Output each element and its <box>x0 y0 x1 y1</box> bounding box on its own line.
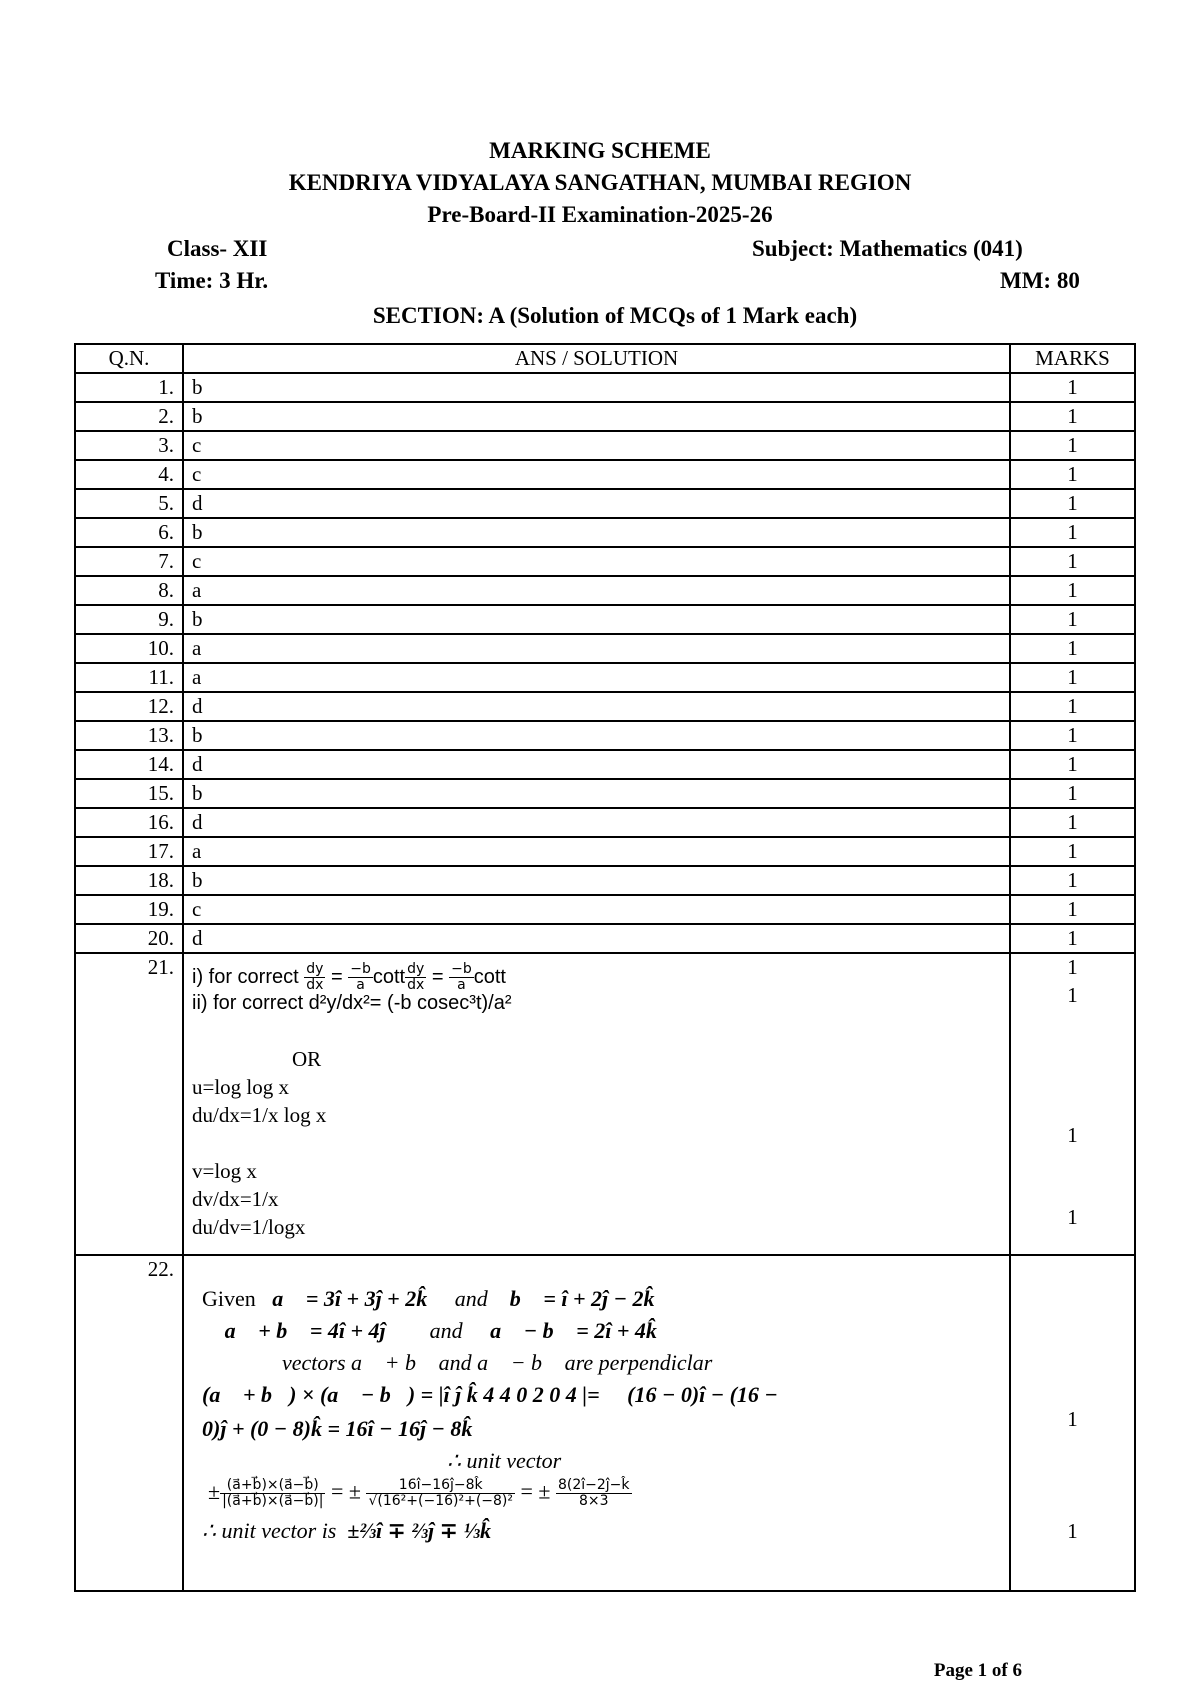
marks-cell: 1 <box>1010 373 1135 402</box>
q21-dudv: du/dv=1/logx <box>192 1215 306 1239</box>
question-number: 11. <box>75 663 183 692</box>
answer-cell: a <box>183 576 1010 605</box>
marks-cell: 1 <box>1010 837 1135 866</box>
table-row <box>75 808 1135 837</box>
question-number: 16. <box>75 808 183 837</box>
answer-cell: d <box>183 808 1010 837</box>
marks-cell: 1 <box>1010 663 1135 692</box>
q22-line6: ∴ unit vector <box>447 1448 562 1473</box>
max-marks-label: MM: 80 <box>1000 268 1080 293</box>
answer-cell: d <box>183 489 1010 518</box>
q22-line7: ± $\frac{(a⃗+b⃗)\times(a⃗-b⃗)}{|(a⃗+b⃗)\times(a⃗-b⃗)|}$ = ± $\frac{16î-16ĵ-8k̂}{\text{√(16²+(−16)²+(−8)²}}$ = ± $\frac{8(2î-2ĵ-k̂}{8\times 3}$ <box>208 1477 630 1509</box>
q22-line8: ∴ unit vector is ±⅔î ∓ ⅔ĵ ∓ ⅓k̂ <box>202 1518 492 1543</box>
header-solution: ANS / SOLUTION <box>183 344 1010 373</box>
table-row <box>75 576 1135 605</box>
q22-solution <box>183 1255 1010 1591</box>
unit-vector-fraction-3: $\frac{8(2î-2ĵ-k̂}{8\times 3}$ <box>557 1477 630 1509</box>
answer-cell: d <box>183 692 1010 721</box>
q21-mark-4: 1 <box>1067 1205 1078 1229</box>
answer-cell: c <box>183 547 1010 576</box>
question-number: 4. <box>75 460 183 489</box>
table-row <box>75 663 1135 692</box>
marks-cell: 1 <box>1010 634 1135 663</box>
answer-cell: d <box>183 750 1010 779</box>
answer-cell: a <box>183 634 1010 663</box>
q22-line2: ∴ a⃗ + b⃗ = 4î + 4ĵ and a⃗ − b⃗ = 2î + 4k̂ <box>202 1318 657 1343</box>
table-row <box>75 924 1135 953</box>
table-row <box>75 605 1135 634</box>
marks-cell: 1 <box>1010 547 1135 576</box>
unit-vector-fraction-2: $\frac{16î-16ĵ-8k̂}{\text{√(16²+(−16)²+(−8)²}}$ <box>368 1477 513 1509</box>
question-number: 8. <box>75 576 183 605</box>
q22-number: 22. <box>75 1255 183 1591</box>
document-title: MARKING SCHEME <box>489 138 711 163</box>
table-row <box>75 431 1135 460</box>
minus-b-over-a-fraction: $\frac{-b}{a}$ <box>350 961 371 993</box>
marks-cell: 1 <box>1010 489 1135 518</box>
answer-cell: b <box>183 518 1010 547</box>
marks-cell: 1 <box>1010 779 1135 808</box>
question-number: 2. <box>75 402 183 431</box>
unit-vector-fraction-1: $\frac{(a⃗+b⃗)\times(a⃗-b⃗)}{|(a⃗+b⃗)\times(a⃗-b⃗)|}$ <box>222 1477 324 1509</box>
minus-b-over-a-fraction-2: $\frac{-b}{a}$ <box>451 961 472 993</box>
marks-cell: 1 <box>1010 866 1135 895</box>
exam-name: Pre-Board-II Examination-2025-26 <box>427 202 773 227</box>
q21-dudx: du/dx=1/x log x <box>192 1103 327 1127</box>
marking-scheme-table <box>74 343 1136 1592</box>
table-row <box>75 489 1135 518</box>
table-row <box>75 634 1135 663</box>
marks-cell: 1 <box>1010 431 1135 460</box>
question-number: 13. <box>75 721 183 750</box>
header-qn: Q.N. <box>75 344 183 373</box>
answer-cell: c <box>183 895 1010 924</box>
marks-cell: 1 <box>1010 692 1135 721</box>
question-number: 3. <box>75 431 183 460</box>
q22-line4: (a⃗ + b⃗) × (a⃗ − b⃗) = |î ĵ k̂ 4 4 0 2 0 4 |= (16 − 0)î − (16 − <box>202 1382 778 1407</box>
answer-cell: a <box>183 663 1010 692</box>
table-row <box>75 402 1135 431</box>
q21-or: OR <box>292 1047 322 1071</box>
mcq-rows <box>75 373 1135 953</box>
marks-cell: 1 <box>1010 721 1135 750</box>
table-row-q21 <box>75 953 1135 1255</box>
question-number: 5. <box>75 489 183 518</box>
answer-cell: b <box>183 373 1010 402</box>
marks-cell: 1 <box>1010 750 1135 779</box>
question-number: 1. <box>75 373 183 402</box>
question-number: 6. <box>75 518 183 547</box>
answer-cell: b <box>183 721 1010 750</box>
time-label: Time: 3 Hr. <box>155 268 269 293</box>
q21-marks <box>1010 953 1135 1255</box>
marks-cell: 1 <box>1010 924 1135 953</box>
question-number: 17. <box>75 837 183 866</box>
dy-dx-fraction: $\frac{dy}{dx}$ <box>306 961 324 993</box>
answer-cell: c <box>183 431 1010 460</box>
q21-v: v=log x <box>192 1159 257 1183</box>
section-heading: SECTION: A (Solution of MCQs of 1 Mark each) <box>372 303 858 328</box>
marks-cell: 1 <box>1010 605 1135 634</box>
table-row <box>75 373 1135 402</box>
q21-mark-3: 1 <box>1067 1123 1078 1147</box>
q21-dvdx: dv/dx=1/x <box>192 1187 279 1211</box>
table-row <box>75 518 1135 547</box>
dy-dx-fraction-2: $\frac{dy}{dx}$ <box>407 961 425 993</box>
q21-line2: ii) for correct d²y/dx²= (-b cosec³t)/a² <box>192 992 512 1014</box>
answer-cell: d <box>183 924 1010 953</box>
table-header-row <box>75 344 1135 373</box>
q21-u: u=log log x <box>192 1075 290 1099</box>
marks-cell: 1 <box>1010 402 1135 431</box>
answer-cell: a <box>183 837 1010 866</box>
q22-marks <box>1010 1255 1135 1591</box>
question-number: 10. <box>75 634 183 663</box>
question-number: 7. <box>75 547 183 576</box>
q22-mark-1: 1 <box>1067 1407 1078 1431</box>
table-row <box>75 779 1135 808</box>
table-row <box>75 547 1135 576</box>
question-number: 20. <box>75 924 183 953</box>
answer-cell: b <box>183 402 1010 431</box>
q22-line5: 0)ĵ + (0 − 8)k̂ = 16î − 16ĵ − 8k̂ <box>202 1416 473 1441</box>
question-number: 9. <box>75 605 183 634</box>
table-row-q22 <box>75 1255 1135 1591</box>
answer-cell: b <box>183 779 1010 808</box>
question-number: 19. <box>75 895 183 924</box>
q21-mark-2: 1 <box>1067 983 1078 1007</box>
organization-name: KENDRIYA VIDYALAYA SANGATHAN, MUMBAI REGION <box>288 170 912 195</box>
table-row <box>75 460 1135 489</box>
marks-cell: 1 <box>1010 518 1135 547</box>
header-marks: MARKS <box>1010 344 1135 373</box>
table-row <box>75 721 1135 750</box>
q22-mark-2: 1 <box>1067 1519 1078 1543</box>
question-number: 18. <box>75 866 183 895</box>
q22-line3: vectors a⃗ + b⃗ and a⃗ − b⃗ are perpendiclar <box>282 1350 713 1375</box>
answer-cell: c <box>183 460 1010 489</box>
question-number: 14. <box>75 750 183 779</box>
answer-cell: b <box>183 605 1010 634</box>
table-row <box>75 692 1135 721</box>
question-number: 15. <box>75 779 183 808</box>
table-row <box>75 750 1135 779</box>
marks-cell: 1 <box>1010 576 1135 605</box>
question-number: 12. <box>75 692 183 721</box>
q21-solution <box>183 953 1010 1255</box>
table-row <box>75 866 1135 895</box>
q21-line1: i) for correct $\frac{dy}{dx}$ = $\frac{-b}{a}$ cott $\frac{dy}{dx}$ = $\frac{-b}{a}$ cott <box>192 961 506 993</box>
class-label: Class- XII <box>167 236 268 261</box>
answer-cell: b <box>183 866 1010 895</box>
marks-cell: 1 <box>1010 895 1135 924</box>
marks-cell: 1 <box>1010 460 1135 489</box>
marks-cell: 1 <box>1010 808 1135 837</box>
page-number: Page 1 of 6 <box>933 1660 1022 1681</box>
table-row <box>75 837 1135 866</box>
subject-label: Subject: Mathematics (041) <box>752 236 1023 261</box>
table-row <box>75 895 1135 924</box>
q21-mark-1: 1 <box>1067 955 1078 979</box>
q22-line1: Given a⃗ = 3î + 3ĵ + 2k̂ and b⃗ = î + 2ĵ − 2k̂ <box>202 1286 655 1311</box>
q21-number: 21. <box>75 953 183 1255</box>
